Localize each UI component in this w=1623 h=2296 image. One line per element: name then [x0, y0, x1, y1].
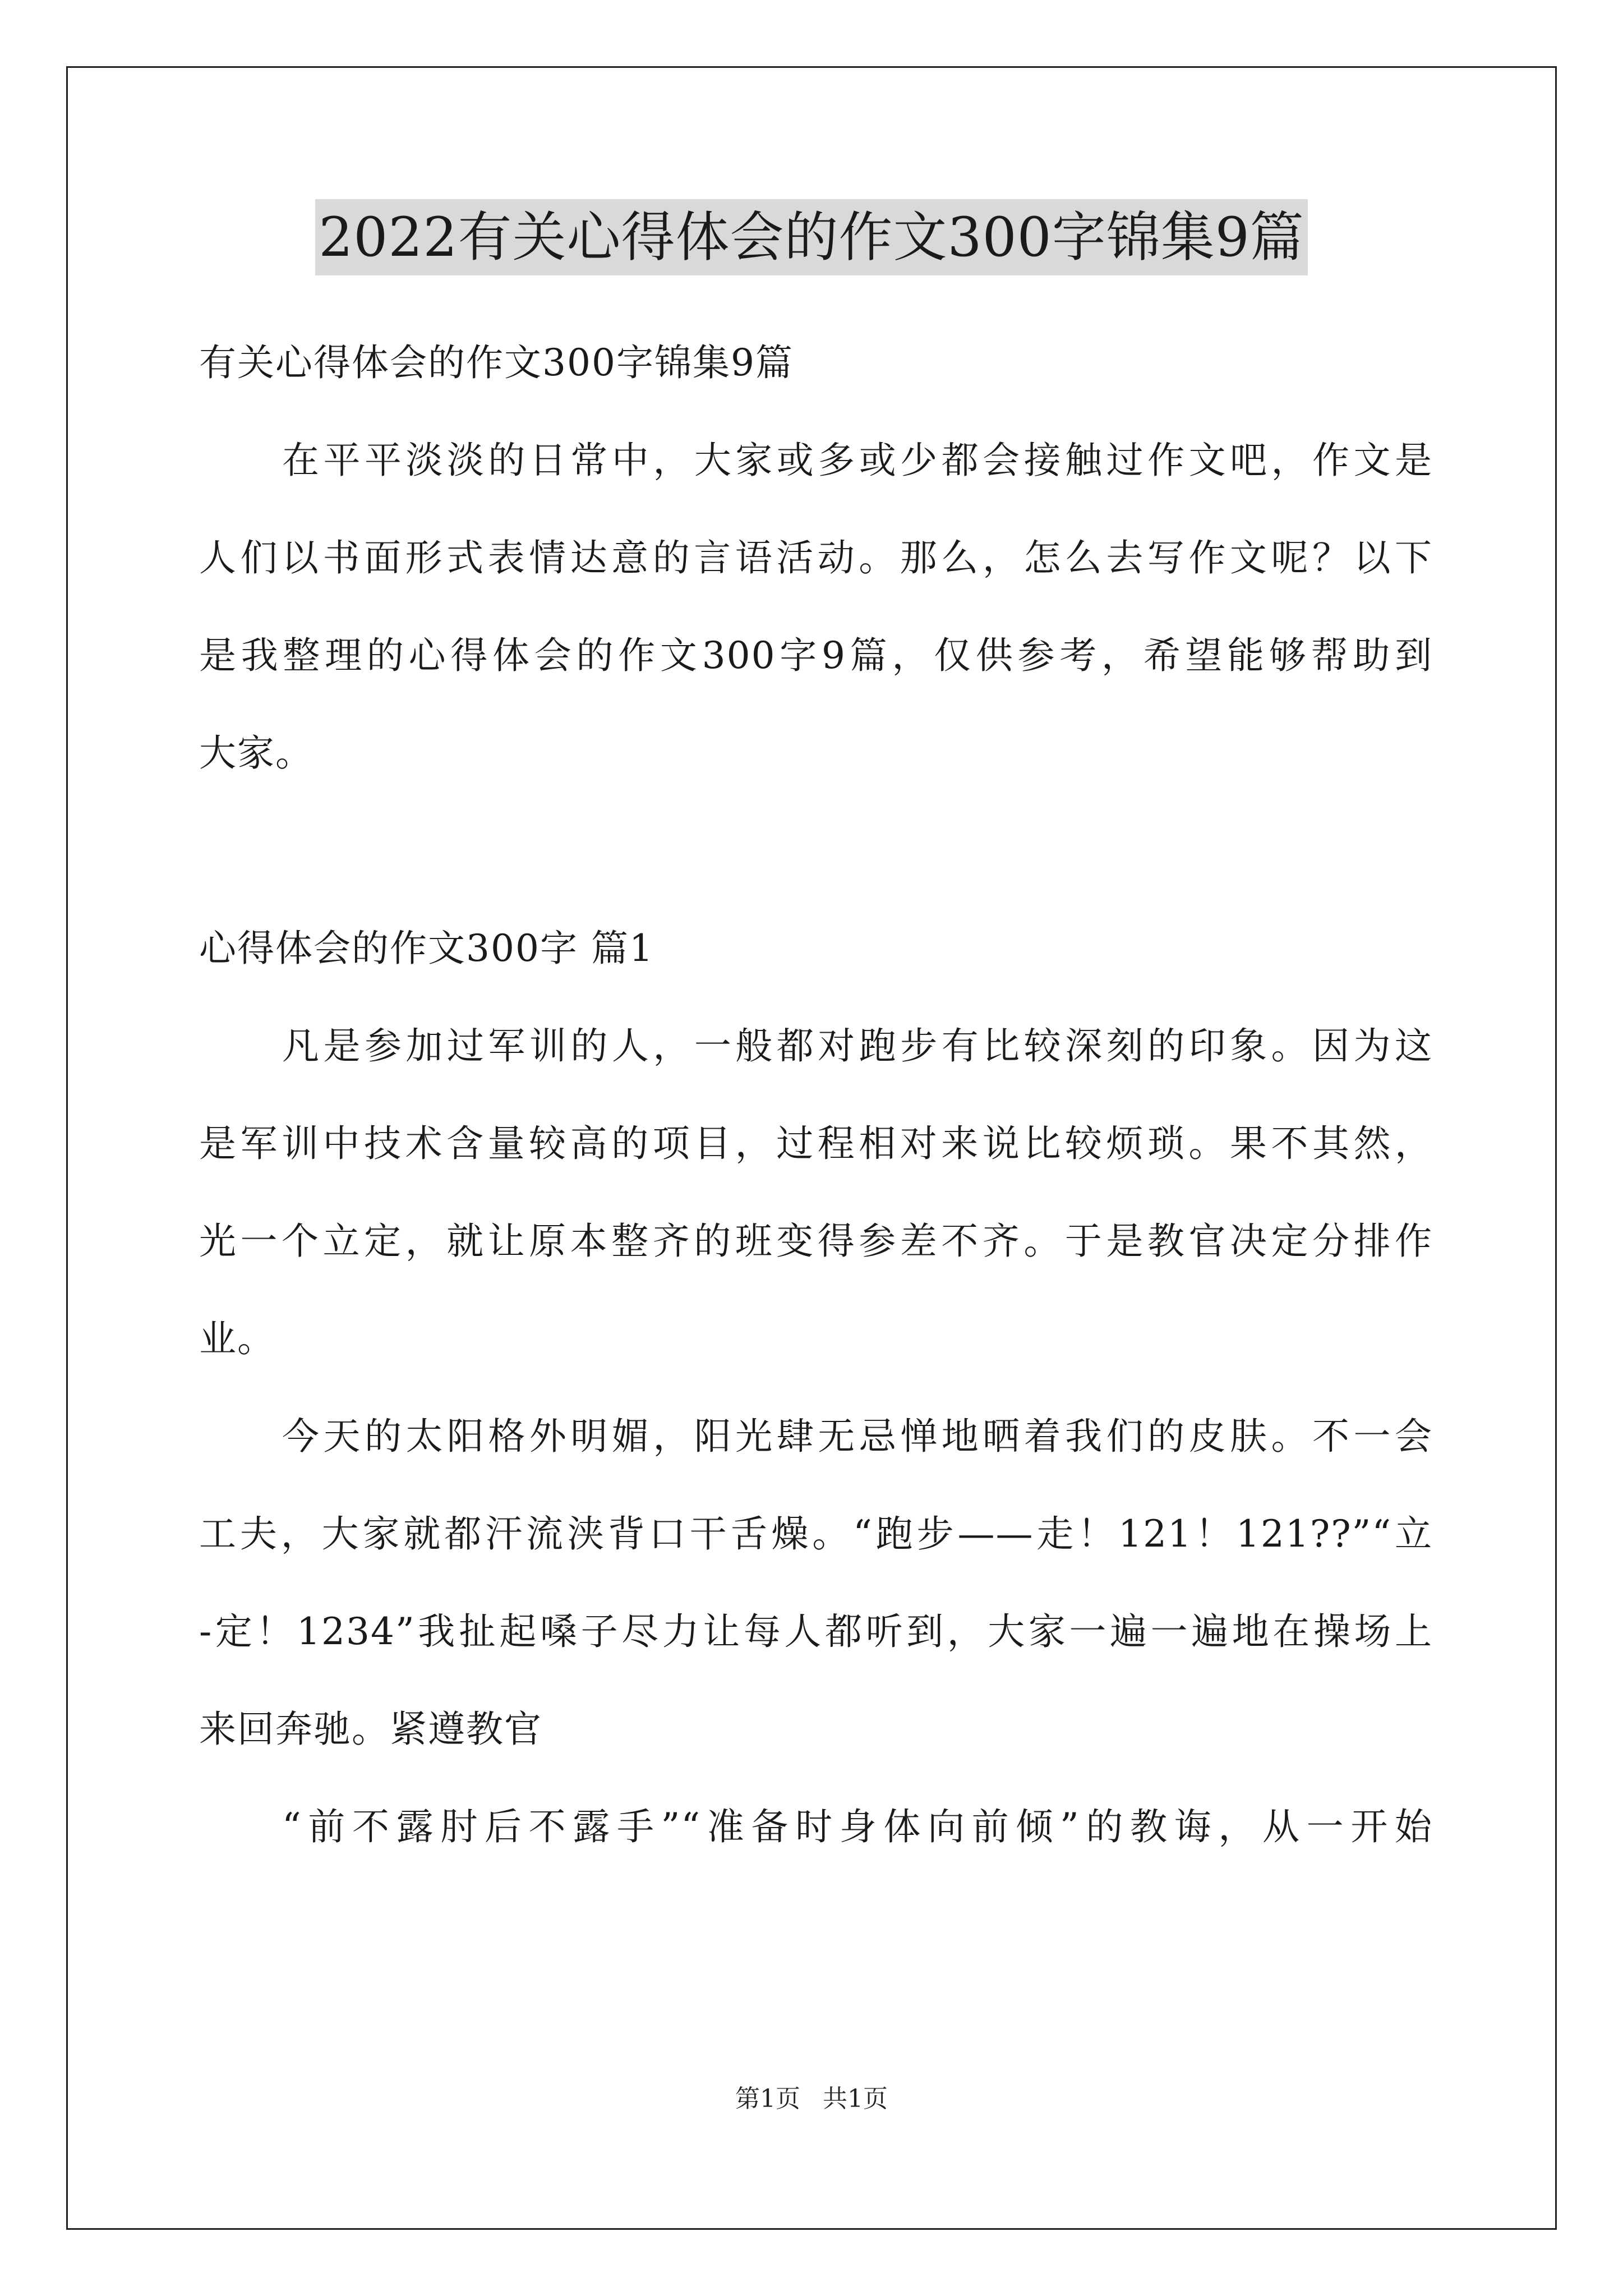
paragraph-line: 凡是参加过军训的人，一般都对跑步有比较深刻的印象。因为这	[282, 1024, 1433, 1068]
paragraph-line: 工夫，大家就都汗流浃背口干舌燥。“跑步——走！121！121??”“立	[199, 1512, 1433, 1556]
page-footer	[0, 2082, 1623, 2116]
paragraph-line: “前不露肘后不露手”“准备时身体向前倾”的教诲，从一开始	[282, 1805, 1433, 1848]
page-number-total: 共1页	[823, 2085, 888, 2113]
intro-line: 在平平淡淡的日常中，大家或多或少都会接触过作文吧，作文是	[282, 439, 1433, 482]
document-body	[199, 314, 1433, 1876]
intro-line: 大家。	[199, 731, 313, 775]
intro-line: 是我整理的心得体会的作文300字9篇，仅供参考，希望能够帮助到	[199, 634, 1433, 677]
section-heading: 心得体会的作文300字 篇1	[199, 927, 654, 970]
paragraph-line: 是军训中技术含量较高的项目，过程相对来说比较烦琐。果不其然，	[199, 1122, 1433, 1165]
paragraph-line: 来回奔驰。紧遵教官	[199, 1708, 542, 1751]
paragraph-line: -定！1234”我扯起嗓子尽力让每人都听到，大家一遍一遍地在操场上	[199, 1610, 1433, 1653]
document-subtitle: 有关心得体会的作文300字锦集9篇	[199, 341, 794, 384]
page-number-current: 第1页	[735, 2085, 800, 2113]
paragraph-line: 业。	[199, 1317, 275, 1360]
blank-line	[199, 802, 1433, 900]
intro-line: 人们以书面形式表情达意的言语活动。那么，怎么去写作文呢？以下	[199, 536, 1433, 579]
title-container	[0, 199, 1623, 275]
document-title: 2022有关心得体会的作文300字锦集9篇	[315, 199, 1308, 275]
paragraph-line: 今天的太阳格外明媚，阳光肆无忌惮地晒着我们的皮肤。不一会	[282, 1415, 1433, 1458]
paragraph-line: 光一个立定，就让原本整齐的班变得参差不齐。于是教官决定分排作	[199, 1220, 1433, 1263]
